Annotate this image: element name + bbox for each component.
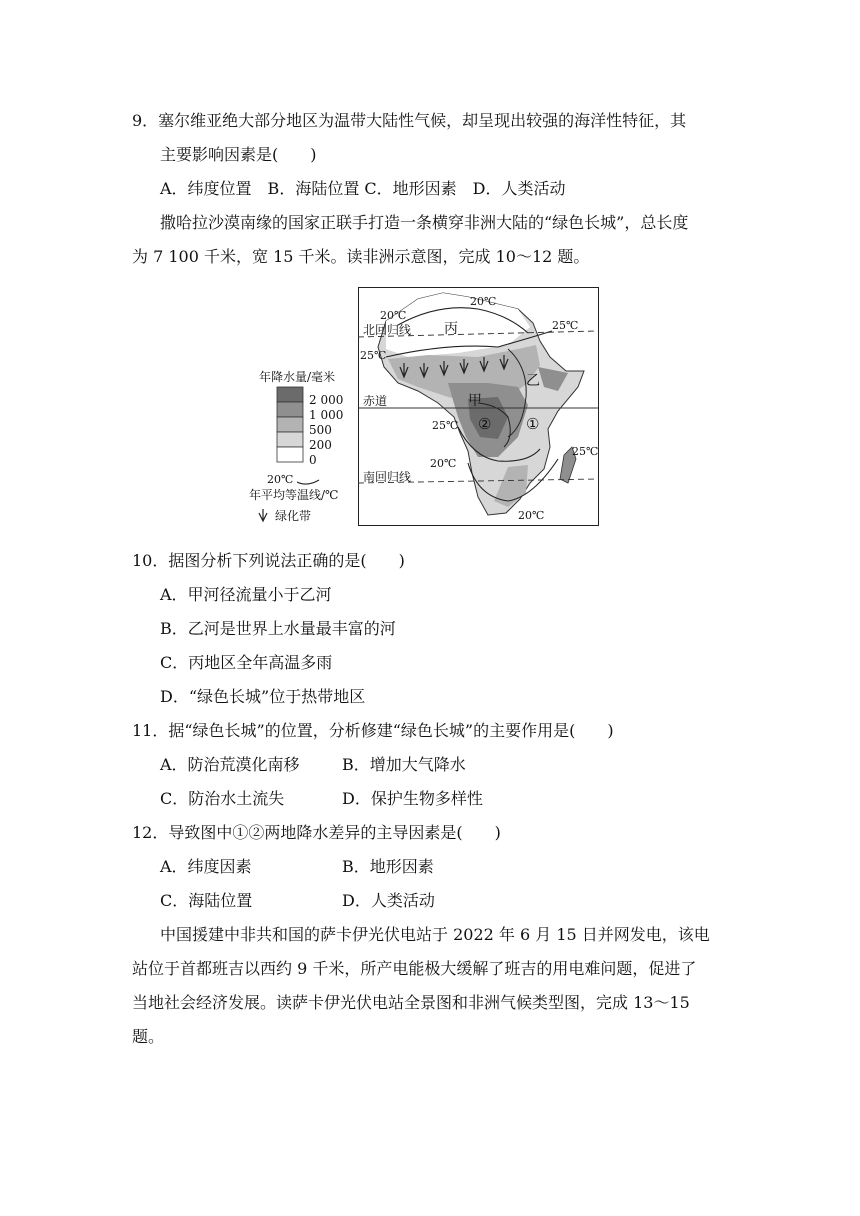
- q10-stem: 10．据图分析下列说法正确的是( ): [132, 551, 405, 570]
- label-t20-sw: 20℃: [430, 457, 457, 470]
- isotherm-line-sample-icon: [297, 480, 319, 484]
- intro-10-12-line1: 撒哈拉沙漠南缘的国家正联手打造一条横穿非洲大陆的“绿色长城”，总长度: [160, 213, 689, 232]
- legend-title: 年降水量/毫米: [259, 370, 336, 384]
- label-tropic-cancer: 北回归线: [363, 323, 412, 337]
- intro-13-15-line3: 当地社会经济发展。读萨卡伊光伏电站全景图和非洲气候类型图，完成 13～15: [132, 993, 690, 1012]
- legend-value-0: 0: [309, 453, 317, 467]
- intro-13-15-line1: 中国援建中非共和国的萨卡伊光伏电站于 2022 年 6 月 15 日并网发电，该电: [160, 925, 710, 944]
- q9-stem-line2: 主要影响因素是( ): [160, 145, 317, 164]
- legend-value-1000: 1 000: [309, 408, 344, 422]
- legend-value-200: 200: [309, 438, 332, 452]
- africa-map: [358, 287, 600, 527]
- q12-option-a: A．纬度因素: [160, 857, 252, 876]
- legend-greenbelt-label: 绿化带: [275, 509, 312, 523]
- intro-13-15-line4: 题。: [132, 1027, 165, 1046]
- intro-10-12-line2: 为 7 100 千米，宽 15 千米。读非洲示意图，完成 10～12 题。: [132, 247, 590, 266]
- legend-value-2000: 2 000: [309, 393, 344, 407]
- q9-stem-line1: 9．塞尔维亚绝大部分地区为温带大陆性气候，却呈现出较强的海洋性特征，其: [132, 111, 687, 130]
- q10-option-a: A．甲河径流量小于乙河: [160, 585, 332, 604]
- label-t20-south: 20℃: [518, 509, 545, 522]
- q11-option-b: B．增加大气降水: [342, 755, 466, 774]
- legend-isotherm-label: 年平均等温线/℃: [249, 488, 339, 502]
- q11-stem: 11．据“绿色长城”的位置，分析修建“绿色长城”的主要作用是( ): [132, 721, 614, 740]
- q11-option-d: D．保护生物多样性: [342, 789, 483, 808]
- legend-swatch-2000: [277, 387, 303, 402]
- label-circle-1: ①: [526, 415, 540, 433]
- legend-isotherm-sample: 20℃: [267, 473, 294, 486]
- q11-option-a: A．防治荒漠化南移: [160, 755, 300, 774]
- label-t25-w: 25℃: [360, 349, 387, 362]
- label-t25-madagascar: 25℃: [572, 445, 599, 458]
- label-t25-sw: 25℃: [432, 419, 459, 432]
- q11-option-c: C．防治水土流失: [160, 789, 285, 808]
- label-equator: 赤道: [363, 394, 388, 408]
- map-legend: [247, 287, 357, 525]
- intro-13-15-line2: 站位于首都班吉以西约 9 千米，所产电能极大缓解了班吉的用电难问题，促进了: [132, 959, 697, 978]
- label-jia: 甲: [468, 393, 482, 409]
- legend-swatch-200: [277, 432, 303, 447]
- label-circle-2: ②: [478, 415, 492, 433]
- q10-option-b: B．乙河是世界上水量最丰富的河: [160, 619, 396, 638]
- q10-option-c: C．丙地区全年高温多雨: [160, 653, 333, 672]
- label-bing: 丙: [444, 321, 458, 337]
- legend-value-500: 500: [309, 423, 332, 437]
- label-tropic-capricorn: 南回归线: [363, 470, 412, 484]
- legend-swatch-1000: [277, 402, 303, 417]
- greenbelt-icon: [259, 509, 267, 521]
- label-t20-north: 20℃: [470, 295, 497, 308]
- q9-options: A．纬度位置 B．海陆位置 C．地形因素 D．人类活动: [160, 179, 566, 198]
- label-t25-ne: 25℃: [552, 319, 579, 332]
- label-yi: 乙: [526, 373, 540, 389]
- legend-swatch-0: [277, 447, 303, 462]
- label-t20-nw: 20℃: [380, 309, 407, 322]
- q12-option-b: B．地形因素: [342, 857, 434, 876]
- q10-option-d: D．“绿色长城”位于热带地区: [160, 687, 366, 706]
- q12-stem: 12．导致图中①②两地降水差异的主导因素是( ): [132, 823, 501, 842]
- legend-swatch-500: [277, 417, 303, 432]
- q12-option-c: C．海陆位置: [160, 891, 253, 910]
- q12-option-d: D．人类活动: [342, 891, 435, 910]
